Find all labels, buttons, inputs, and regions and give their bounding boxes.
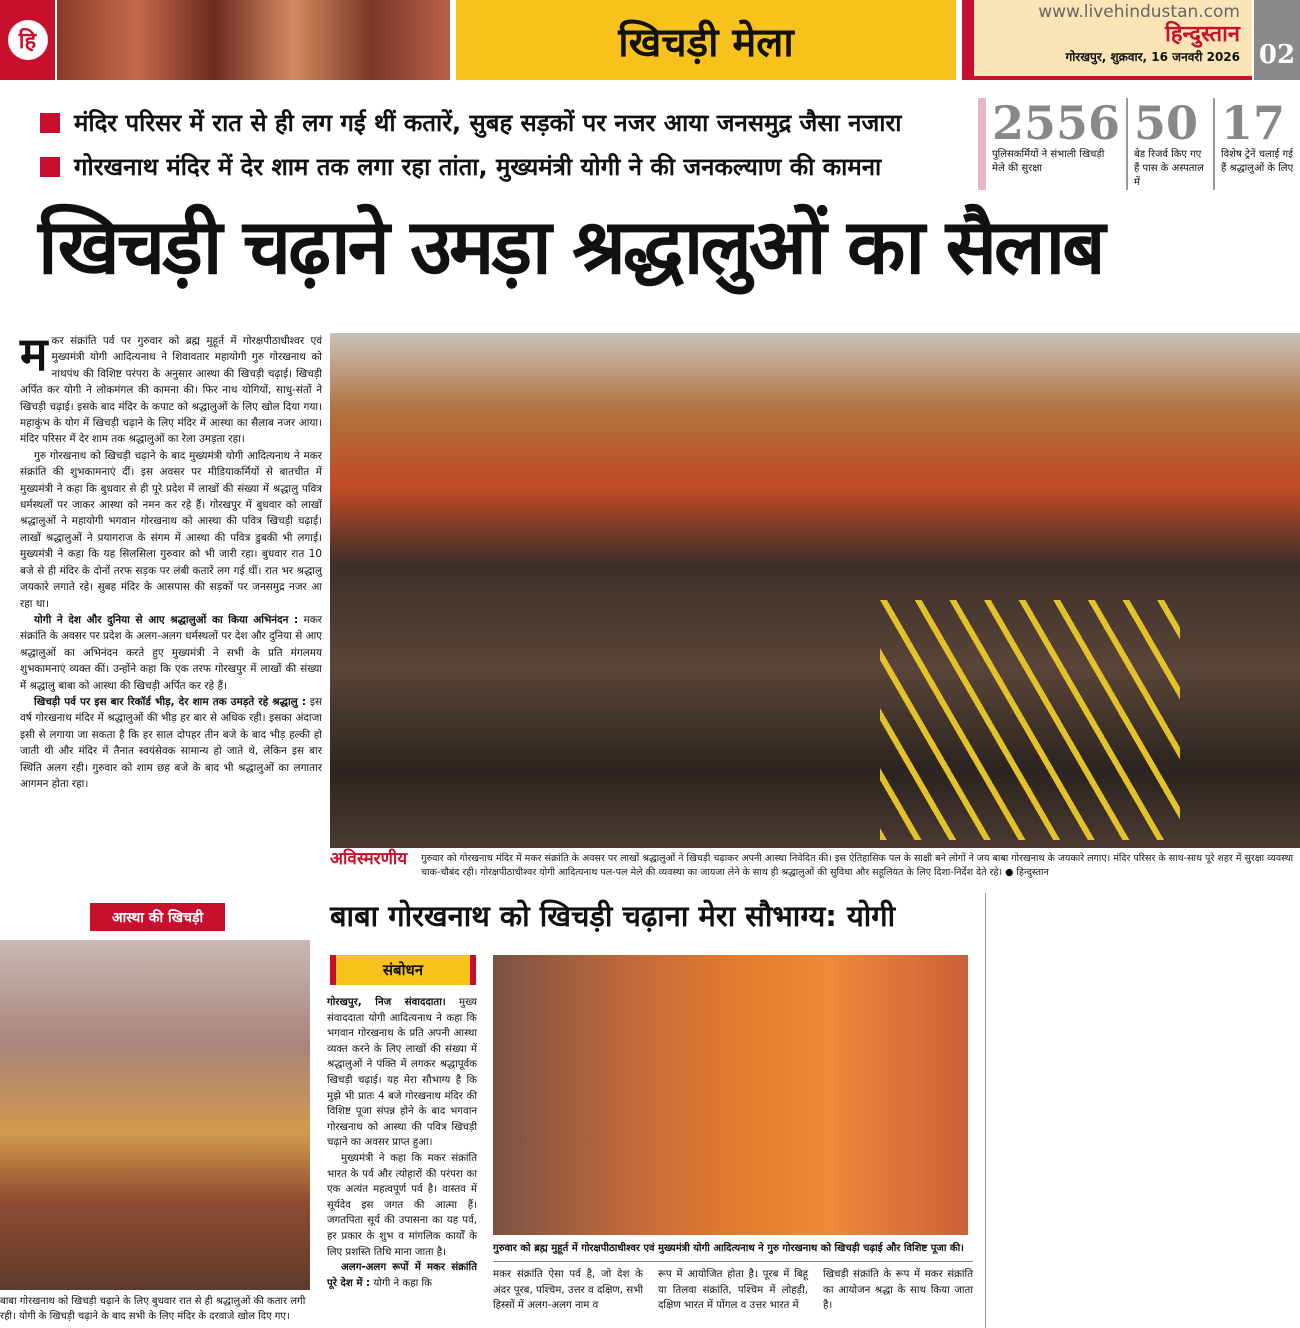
paragraph: गुरु गोरखनाथ को खिचड़ी चढ़ाने के बाद मुख्यमंत्री योगी आदित्यनाथ ने मकर संक्रांति की शुभकामनाएं दीं। इस अवसर पर मीडियाकर्मियों से बातचीत में मुख्यमंत्री ने कहा कि बुधवार से ही पूरे प्रदेश में लाखों की संख्या में श्रद्धालु पवित्र धर्मस्थलों पर जाकर आस्था को नमन कर रहे हैं। गोरखपुर में बुधवार को लाखों श्रद्धालुओं ने महायोगी भगवान गोरखनाथ को आस्था की पवित्र खिचड़ी चढ़ाई। लाखों श्रद्धालुओं ने प्रयागराज के संगम में आस्था की पवित्र डुबकी भी लगाई। मुख्यमंत्री ने कहा कि यह सिलसिला गुरुवार को भी जारी रहा। बुधवार रात 10 बजे से ही मंदिर के दोनों तरफ सड़क पर लंबी कतारें लग गई थीं। रात भर श्रद्धालु जयकारे लगाते रहे। सुबह मंदिर के आसपास की सड़कों पर जनसमुद्र नजर आ रहा था। xyxy=(20,449,322,610)
second-article xyxy=(327,995,477,1291)
brand-name: हिन्दुस्तान xyxy=(1165,22,1240,47)
subhead: खिचड़ी पर्व पर इस बार रिकॉर्ड भीड़, देर शाम तक उमड़ते रहे श्रद्धालु : xyxy=(34,695,306,708)
stat-number: 2556 xyxy=(992,96,1121,150)
deck-line-2 xyxy=(40,150,881,183)
section-banner: खिचड़ी मेला xyxy=(456,0,956,80)
bottom-column: मकर संक्रांति ऐसा पर्व है, जो देश के अंदर पूरब, पश्चिम, उत्तर व दक्षिण, सभी हिस्सों में अलग-अलग नाम व xyxy=(493,1269,643,1312)
stats-box xyxy=(978,98,1300,190)
main-article xyxy=(20,327,322,792)
paragraph-text: इस वर्ष गोरखनाथ मंदिर में श्रद्धालुओं की भीड़ हर बार से अधिक रही। इसका अंदाजा इसी से लगाया जा सकता है कि हर साल दोपहर तीन बजे के बाद भीड़ हल्की हो जाती थी और मंदिर में तैनात स्वयंसेवक सामान्य हो जाते थे, लेकिन इस बार स्थिति अलग रही। गुरुवार को शाम छह बजे के बाद भी श्रद्धालुओं का लगातार आगमन होता रहा। xyxy=(20,695,322,790)
stat-text: बेड रिजर्व किए गए हैं पास के अस्पताल में xyxy=(1134,149,1204,188)
stat-police xyxy=(986,98,1128,190)
paragraph-text: योगी ने कहा कि xyxy=(373,1277,432,1289)
masthead xyxy=(962,0,1252,80)
subhead: अलग-अलग रूपों में मकर संक्रांति पूरे देश में : xyxy=(327,1262,477,1289)
paragraph-text: मुख्य संवाददाता योगी आदित्यनाथ ने कहा कि भगवान गोरखनाथ के प्रति अपनी आस्था व्यक्त करने के लिए लाखों की संख्या में श्रद्धालुओं ने पंक्ति में लगकर श्रद्धापूर्वक खिचड़ी चढ़ाई। यह मेरा सौभाग्य है कि मुझे भी प्रातः 4 बजे गोरखनाथ मंदिर की विशिष्ट पूजा संपन्न होने के बाद भगवान गोरखनाथ को आस्था की पवित्र खिचड़ी चढ़ाने का अवसर प्राप्त हुआ। xyxy=(327,997,477,1149)
dateline: गोरखपुर, शुक्रवार, 16 जनवरी 2026 xyxy=(1065,50,1240,64)
main-photo-caption xyxy=(330,849,1300,880)
hindustan-logo xyxy=(0,0,55,80)
subhead: योगी ने देश और दुनिया से आए श्रद्धालुओं का किया अभिनंदन : xyxy=(34,613,299,626)
stat-text: विशेष ट्रेनें चलाई गई हैं श्रद्धालुओं के लिए xyxy=(1221,149,1294,174)
stat-text: पुलिसकर्मियों ने संभाली खिचड़ी मेले की सुरक्षा xyxy=(992,149,1105,174)
bullet-square-icon xyxy=(40,113,60,133)
second-headline: बाबा गोरखनाथ को खिचड़ी चढ़ाना मेरा सौभाग्य: योगी xyxy=(330,899,896,933)
caption-body: गुरुवार को गोरखनाथ मंदिर में मकर संक्रांति के अवसर पर लाखों श्रद्धालुओं ने खिचड़ी चढ़ाकर अपनी आस्था निवेदित की। इस ऐतिहासिक पल के साक्षी बने लोगों ने जय बाबा गोरखनाथ के जयकारे लगाए। मंदिर परिसर के साथ-साथ पूरे शहर में सुरक्षा व्यवस्था चाक-चौबंद रही। गोरक्षपीठाधीश्वर योगी आदित्यनाथ पल-पल मेले की व्यवस्था का जायजा लेने के साथ ही श्रद्धालुओं की सुविधा और सहूलियत के लिए दिशा-निर्देश देते रहे। xyxy=(421,853,1294,878)
caption-text xyxy=(421,852,1300,880)
paragraph: कर संक्रांति पर्व पर गुरुवार को ब्रह्म मुहूर्त में गोरक्षपीठाधीश्वर एवं मुख्यमंत्री योगी आदित्यनाथ ने शिवावतार महायोगी गुरु गोरखनाथ को नाथपंथ की विशिष्ट परंपरा के अनुसार आस्था की खिचड़ी चढ़ाई। खिचड़ी अर्पित कर योगी ने लोकमंगल की कामना की। फिर नाथ योगियों, साधु-संतों ने खिचड़ी चढ़ाई। इसके बाद मंदिर के कपाट को श्रद्धालुओं के लिए खोल दिया गया। महाकुंभ के योग में खिचड़ी चढ़ाने के लिए मंदिर में आस्था का सैलाब नजर आया। मंदिर परिसर में देर शाम तक श्रद्धालुओं का रेला उमड़ता रहा। xyxy=(20,335,322,446)
deck-text: मंदिर परिसर में रात से ही लग गई थीं कतारें, सुबह सड़कों पर नजर आया जनसमुद्र जैसा नजारा xyxy=(74,109,902,137)
page-number: 02 xyxy=(1254,0,1300,80)
paragraph xyxy=(327,995,477,1151)
logo-mark: हि xyxy=(8,20,48,60)
paragraph: मुख्यमंत्री ने कहा कि मकर संक्रांति भारत के पर्व और त्योहारों की परंपरा का एक अत्यंत महत्वपूर्ण पर्व है। वास्तव में सूर्यदेव इस जगत की आत्मा हैं। जगतपिता सूर्य की उपासना का यह पर्व, हर प्रकार के शुभ व मांगलिक कार्यों के लिए प्रशस्ति तिथि माना जाता है। xyxy=(327,1152,477,1258)
deck-line-1 xyxy=(40,106,902,139)
paragraph xyxy=(327,1260,477,1291)
header-crowd-photo xyxy=(57,0,450,80)
stat-beds xyxy=(1128,98,1215,190)
section-label: संबोधन xyxy=(330,955,476,985)
stat-trains xyxy=(1215,98,1300,190)
barricade-overlay xyxy=(880,600,1180,840)
photo-credit: ● हिन्दुस्तान xyxy=(1005,867,1049,878)
drop-cap: म xyxy=(20,327,48,381)
divider xyxy=(493,1261,973,1262)
bullet-square-icon xyxy=(40,157,60,177)
devotees-photo xyxy=(0,940,310,1290)
deck-text: गोरखनाथ मंदिर में देर शाम तक लगा रहा तांता, मुख्यमंत्री योगी ने की जनकल्याण की कामना xyxy=(74,153,882,181)
section-label: आस्था की खिचड़ी xyxy=(90,903,225,931)
bottom-column: रूप में आयोजित होता है। पूरब में बिहू या तिलवा संक्रांति, पश्चिम में लोहड़ी, दक्षिण भारत में पोंगल व उत्तर भारत में xyxy=(658,1269,808,1312)
paragraph-text: मकर संक्रांति के अवसर पर प्रदेश के अलग-अलग धर्मस्थलों पर देश और दुनिया से आए श्रद्धालुओं का अभिनंदन करते हुए मुख्यमंत्री ने सभी के प्रति मंगलमय शुभकामनाएं व्यक्त कीं। उन्होंने कहा कि एक तरफ गोरखपुर में लाखों की संख्या में श्रद्धालु बाबा को आस्था की खिचड़ी अर्पित कर रहे हैं। xyxy=(20,613,322,692)
paragraph xyxy=(20,694,322,792)
cm-photo-caption: गुरुवार को ब्रह्म मुहूर्त में गोरक्षपीठाधीश्वर एवं मुख्यमंत्री योगी आदित्यनाथ ने गुरु गोरखनाथ को खिचड़ी चढ़ाई और विशिष्ट पूजा की। xyxy=(493,1243,964,1254)
website-url[interactable]: www.livehindustan.com xyxy=(1038,2,1240,22)
paragraph xyxy=(20,612,322,694)
main-headline: खिचड़ी चढ़ाने उमड़ा श्रद्धालुओं का सैलाब xyxy=(38,202,1103,291)
stat-number: 50 xyxy=(1134,96,1199,150)
side-photo-caption: बाबा गोरखनाथ को खिचड़ी चढ़ाने के लिए बुधवार रात से ही श्रद्धालुओं की कतार लगी रही। योगी के खिचड़ी चढ़ाने के बाद सभी के लिए मंदिर के दरवाजे खोल दिए गए। xyxy=(0,1296,306,1322)
bottom-column: खिचड़ी संक्रांति के रूप में मकर संक्रांति का आयोजन श्रद्धा के साथ किया जाता है। xyxy=(823,1269,973,1312)
dateline: गोरखपुर, निज संवाददाता। xyxy=(327,997,446,1008)
stat-number: 17 xyxy=(1221,96,1286,150)
cm-prayer-photo xyxy=(493,955,968,1235)
column-divider xyxy=(985,893,986,1328)
caption-label: अविस्मरणीय xyxy=(330,849,408,869)
